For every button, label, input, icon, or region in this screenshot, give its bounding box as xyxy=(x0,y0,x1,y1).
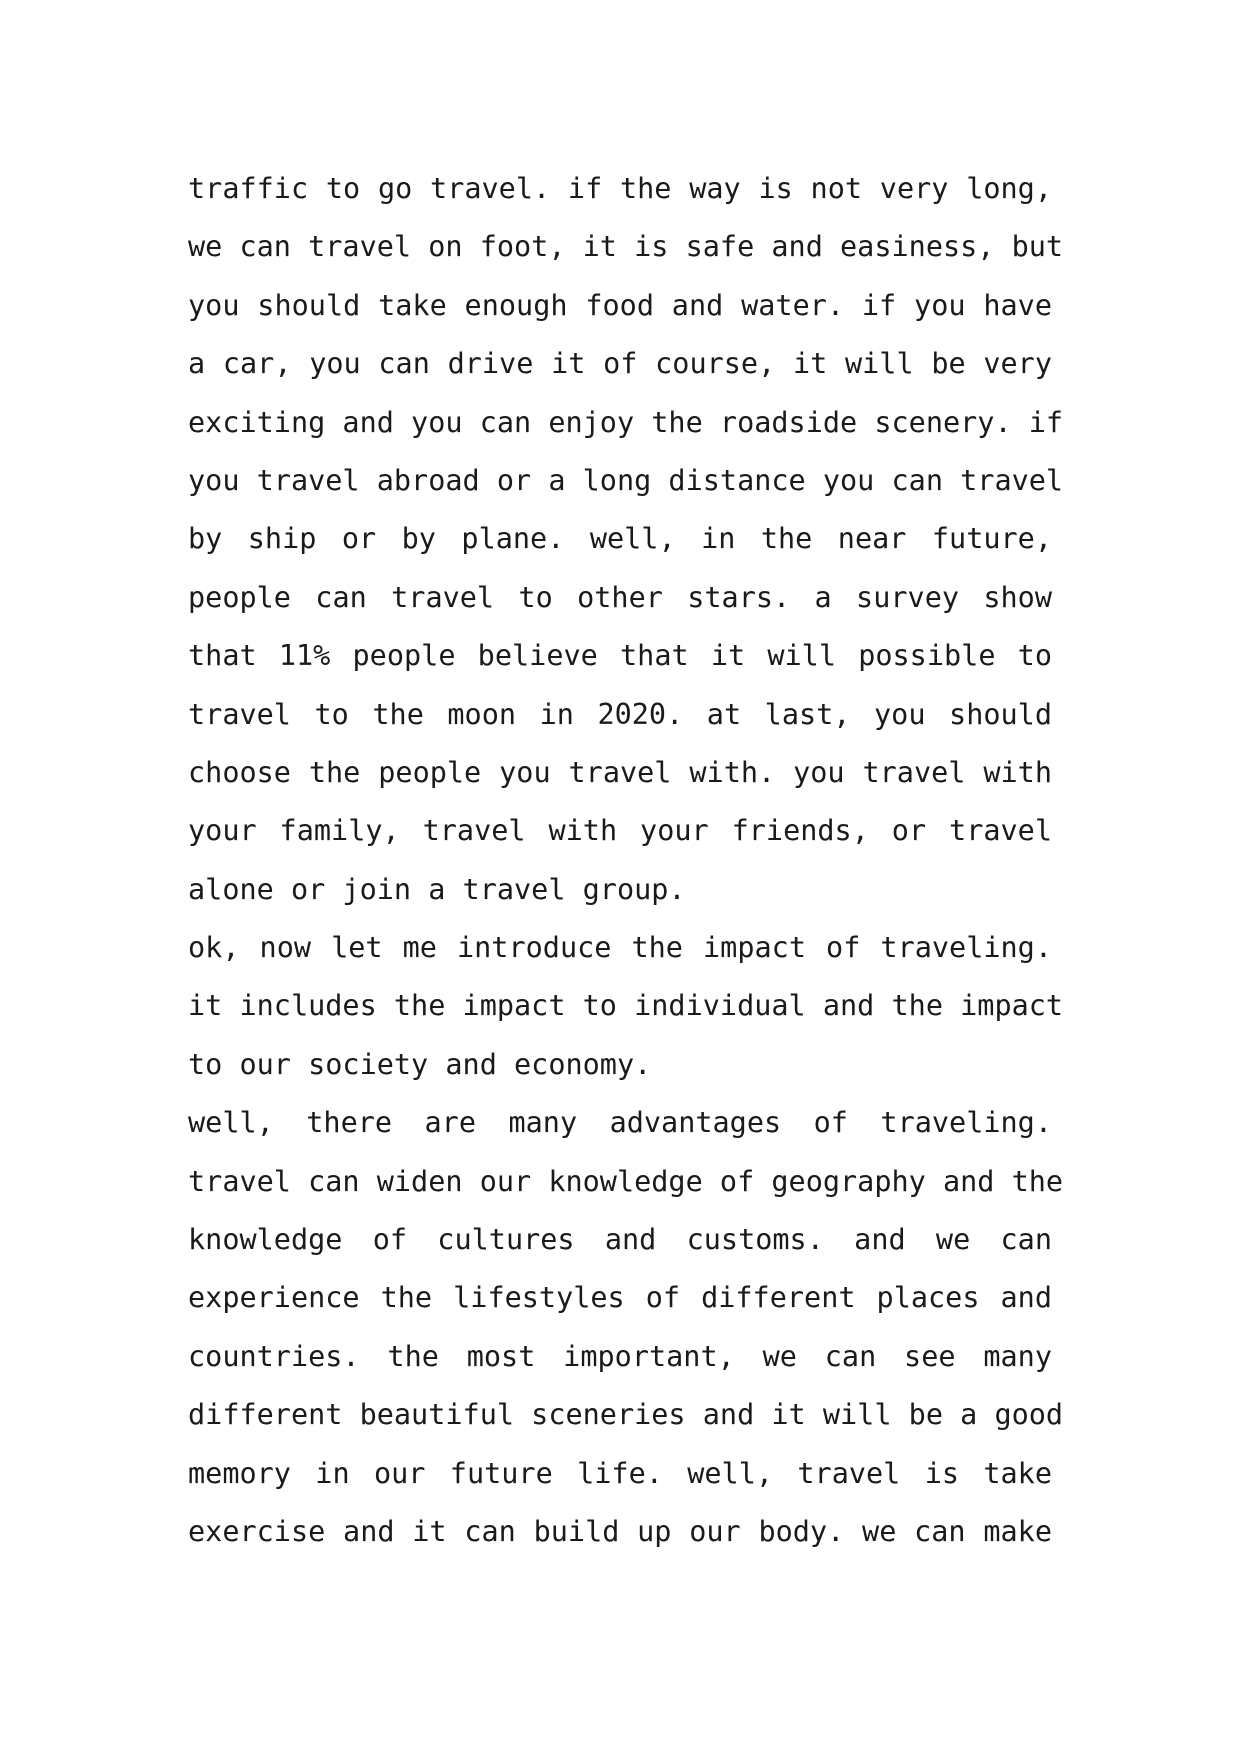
text-line: memory in our future life. well, travel is take xyxy=(188,1456,1052,1490)
text-line: different beautiful sceneries and it will be a good xyxy=(188,1398,1064,1432)
text-line: people can travel to other stars. a survey show xyxy=(188,580,1052,614)
text-line: choose the people you travel with. you travel with xyxy=(188,755,1052,789)
text-line: countries. the most important, we can see many xyxy=(188,1339,1052,1373)
text-line: well, there are many advantages of traveling. xyxy=(188,1106,1052,1140)
text-line: your family, travel with your friends, or travel xyxy=(188,814,1052,848)
text-line: experience the lifestyles of different places and xyxy=(188,1281,1052,1315)
text-line: alone or join a travel group. xyxy=(188,872,686,906)
text-line: you travel abroad or a long distance you can travel xyxy=(188,463,1064,497)
text-line: ok, now let me introduce the impact of traveling. xyxy=(188,931,1052,965)
text-line: it includes the impact to individual and the impact xyxy=(188,989,1064,1023)
text-line: by ship or by plane. well, in the near future, xyxy=(188,522,1052,556)
text-line: travel can widen our knowledge of geography and the xyxy=(188,1164,1064,1198)
text-line: a car, you can drive it of course, it will be very xyxy=(188,347,1052,381)
text-line: knowledge of cultures and customs. and we can xyxy=(188,1223,1052,1257)
text-line: traffic to go travel. if the way is not very long, xyxy=(188,172,1052,205)
text-line: that 11% people believe that it will possible to xyxy=(188,639,1052,673)
text-line: exciting and you can enjoy the roadside scenery. if xyxy=(188,405,1064,439)
text-line: travel to the moon in 2020. at last, you should xyxy=(188,697,1052,731)
text-line: to our society and economy. xyxy=(188,1047,652,1081)
text-line: you should take enough food and water. if you have xyxy=(188,288,1052,322)
text-line: we can travel on foot, it is safe and easiness, but xyxy=(188,230,1064,264)
text-line: exercise and it can build up our body. we can make xyxy=(188,1514,1052,1548)
body-text xyxy=(188,160,1064,1561)
